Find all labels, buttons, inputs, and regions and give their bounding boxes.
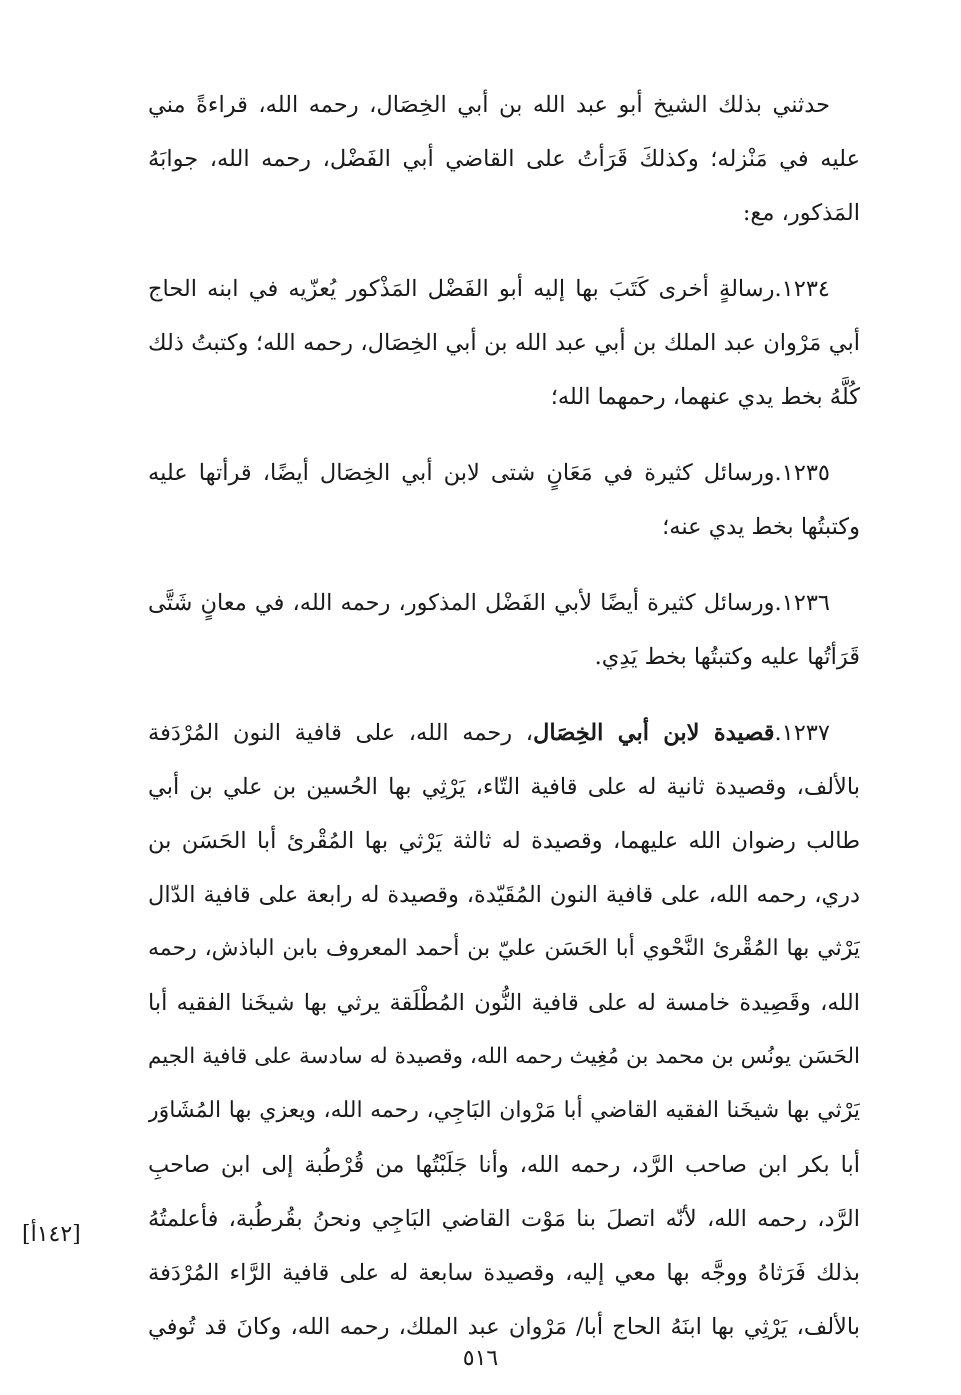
entry-title-rest: ، رحمه الله، على قافية النون المُرْدَفة (148, 720, 534, 746)
text-line: عليه في مَنْزله؛ وكذلكَ قَرَأتُ على القاضي أبي الفَضْل، رحمه الله، جوابَهُ (148, 146, 860, 172)
text-line: أبا بكر ابن صاحب الرَّد، رحمه الله، وأنا جَلَبْتُها من قُرْطُبة إلى ابن صاحبِ (148, 1152, 860, 1178)
intro-paragraph (148, 78, 860, 240)
entry-1237 (148, 706, 860, 1354)
text-line: الله، وقَصِيدة خامسة له على قافية النُّون المُطْلَقة يرثي بها شيخَنا الفقيه أبا (148, 990, 860, 1016)
text-line: طالب رضوان الله عليهما، وقصيدة له ثالثة يَرْثي بها المُقْرئ أبا الحَسَن بن (148, 828, 860, 854)
entry-1235 (148, 446, 860, 554)
entry-1234 (148, 262, 860, 424)
text-line: أبي مَرْوان عبد الملك بن أبي عبد الله بن أبي الخِصَال، رحمه الله؛ وكتبتُ ذلك (148, 330, 860, 356)
text-line (148, 706, 860, 760)
text-line: ١٢٣٥.ورسائل كثيرة في مَعَانٍ شتى لابن أبي الخِصَال أيضًا، قرأتها عليه (148, 460, 830, 486)
text-line: حدثني بذلك الشيخ أبو عبد الله بن أبي الخِصَال، رحمه الله، قراءةً مني (148, 92, 830, 118)
text-line: قَرَأتُها عليه وكتبتُها بخط يَدِي. (594, 644, 860, 670)
text-line: وكتبتُها بخط يدي عنه؛ (662, 514, 860, 540)
text-line: بالألف، يَرْثِي بها ابنَهُ الحاج أبا/ مَرْوان عبد الملك، رحمه الله، وكانَ قد تُوفي (148, 1314, 860, 1340)
text-line: ١٢٣٦.ورسائل كثيرة أيضًا لأبي الفَضْل المذكور، رحمه الله، في معانٍ شَتَّى (148, 590, 830, 616)
text-line: بذلك فَرَثاهُ ووجَّه بها معي إليه، وقصيدة سابعة له على قافية الرَّاء المُرْدَفة (148, 1260, 860, 1286)
text-line: الرَّد، رحمه الله، لأنّه اتصلَ بنا مَوْت القاضي البَاجِي ونحنُ بقُرطُبة، فأعلمتُهُ (148, 1206, 860, 1232)
page-number: ٥١٦ (462, 1346, 499, 1371)
text-line: كُلَّهُ بخط يدي عنهما، رحمهما الله؛ (550, 384, 860, 410)
text-line: بالألف، وقصيدة ثانية له على قافية التّاء، يَرْثِي بها الحُسين بن علي بن أبي (148, 774, 860, 800)
text-line: يَرْثي بها شيخَنا الفقيه القاضي أبا مَرْوان البَاجِي، رحمه الله، ويعزي بها المُشَاوَر (148, 1098, 860, 1123)
text-line: الحَسَن يونُس بن محمد بن مُغِيث رحمه الله، وقصيدة له سادسة على قافية الجيم (148, 1044, 860, 1069)
entry-title: قصيدة لابن أبي الخِصَال (533, 720, 775, 746)
entry-number: ١٢٣٧. (774, 720, 830, 746)
text-line: المَذكور، مع: (742, 200, 860, 226)
text-line: يَرْثي بها المُقْرئ النَّحْوي أبا الحَسَن عليّ بن أحمد المعروف بابن الباذش، رحمه (148, 936, 860, 961)
main-text (148, 78, 860, 1354)
text-line: ١٢٣٤.رسالةٍ أخرى كَتَبَ بها إليه أبو الفَضْل المَذْكور يُعزّيه في ابنه الحاج (148, 276, 830, 302)
folio-marker: [١٤٢أ] (22, 1222, 81, 1247)
text-line: دري، رحمه الله، على قافية النون المُقَيّدة، وقصيدة له رابعة على قافية الدّال (148, 882, 860, 908)
entry-1236 (148, 576, 860, 684)
